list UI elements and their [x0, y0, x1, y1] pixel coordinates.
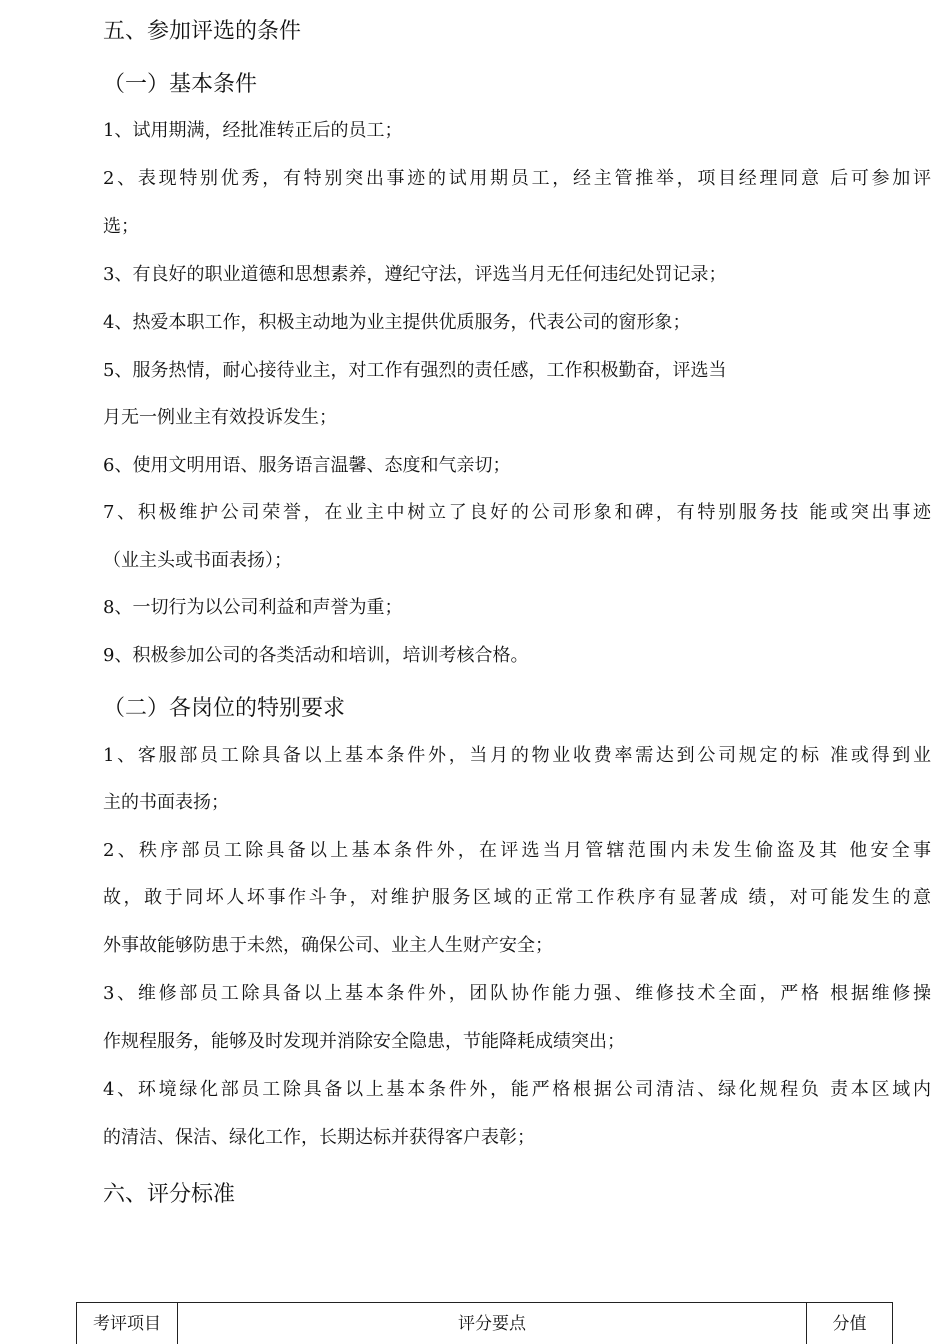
header-assessment-item: 考评项目: [77, 1303, 178, 1344]
special-requirement-line: 的清洁、保洁、绿化工作，长期达标并获得客户表彰；: [103, 1127, 535, 1148]
special-requirement-line: 3、维修部员工除具备以上基本条件外，团队协作能力强、维修技术全面，严格 根据维修操: [103, 983, 931, 1004]
basic-condition-line: 6、使用文明用语、服务语言温馨、态度和气亲切；: [103, 455, 511, 476]
scoring-table-grid: [77, 1303, 892, 1344]
special-requirement-line: 4、环境绿化部员工除具备以上基本条件外，能严格根据公司清洁、绿化规程负 责本区域内: [103, 1079, 931, 1100]
header-scoring-points: 评分要点: [178, 1303, 807, 1344]
table-header-row: [77, 1303, 892, 1344]
basic-condition-line: 选；: [103, 216, 139, 237]
basic-condition-line: 月无一例业主有效投诉发生；: [103, 407, 337, 428]
special-requirements-title: （二）各岗位的特别要求: [103, 696, 346, 721]
header-score: 分值: [832, 1314, 867, 1334]
special-requirement-line: 主的书面表扬；: [103, 792, 229, 813]
basic-condition-line: 5、服务热情，耐心接待业主，对工作有强烈的责任感，工作积极勤奋，评选当: [103, 360, 727, 381]
special-requirement-line: 1、客服部员工除具备以上基本条件外，当月的物业收费率需达到公司规定的标 准或得到业: [103, 745, 931, 766]
basic-condition-line: 8、一切行为以公司利益和声誉为重；: [103, 597, 403, 618]
basic-condition-line: （业主头或书面表扬）；: [103, 550, 292, 571]
section-6-title: 六、评分标准: [103, 1182, 236, 1207]
special-requirement-line: 外事故能够防患于未然，确保公司、业主人生财产安全；: [103, 935, 553, 956]
section-5-title: 五、参加评选的条件: [103, 19, 302, 44]
basic-condition-line: 3、有良好的职业道德和思想素养，遵纪守法，评选当月无任何违纪处罚记录；: [103, 264, 727, 285]
special-requirement-line: 故，敢于同坏人坏事作斗争，对维护服务区域的正常工作秩序有显著成 绩，对可能发生的意: [103, 887, 931, 908]
basic-condition-line: 9、积极参加公司的各类活动和培训，培训考核合格。: [103, 645, 529, 666]
scoring-table: [76, 1302, 893, 1344]
basic-condition-line: 1、试用期满，经批准转正后的员工；: [103, 120, 403, 141]
basic-condition-line: 4、热爱本职工作，积极主动地为业主提供优质服务，代表公司的窗形象；: [103, 312, 691, 333]
special-requirement-line: 2、秩序部员工除具备以上基本条件外，在评选当月管辖范围内未发生偷盗及其 他安全事: [103, 840, 931, 861]
special-requirement-line: 作规程服务，能够及时发现并消除安全隐患，节能降耗成绩突出；: [103, 1031, 625, 1052]
basic-conditions-title: （一）基本条件: [103, 72, 258, 97]
basic-condition-line: 7、积极维护公司荣誉，在业主中树立了良好的公司形象和碑，有特别服务技 能或突出事迹: [103, 502, 931, 523]
basic-condition-line: 2、表现特别优秀，有特别突出事迹的试用期员工，经主管推举，项目经理同意 后可参加评: [103, 168, 931, 189]
